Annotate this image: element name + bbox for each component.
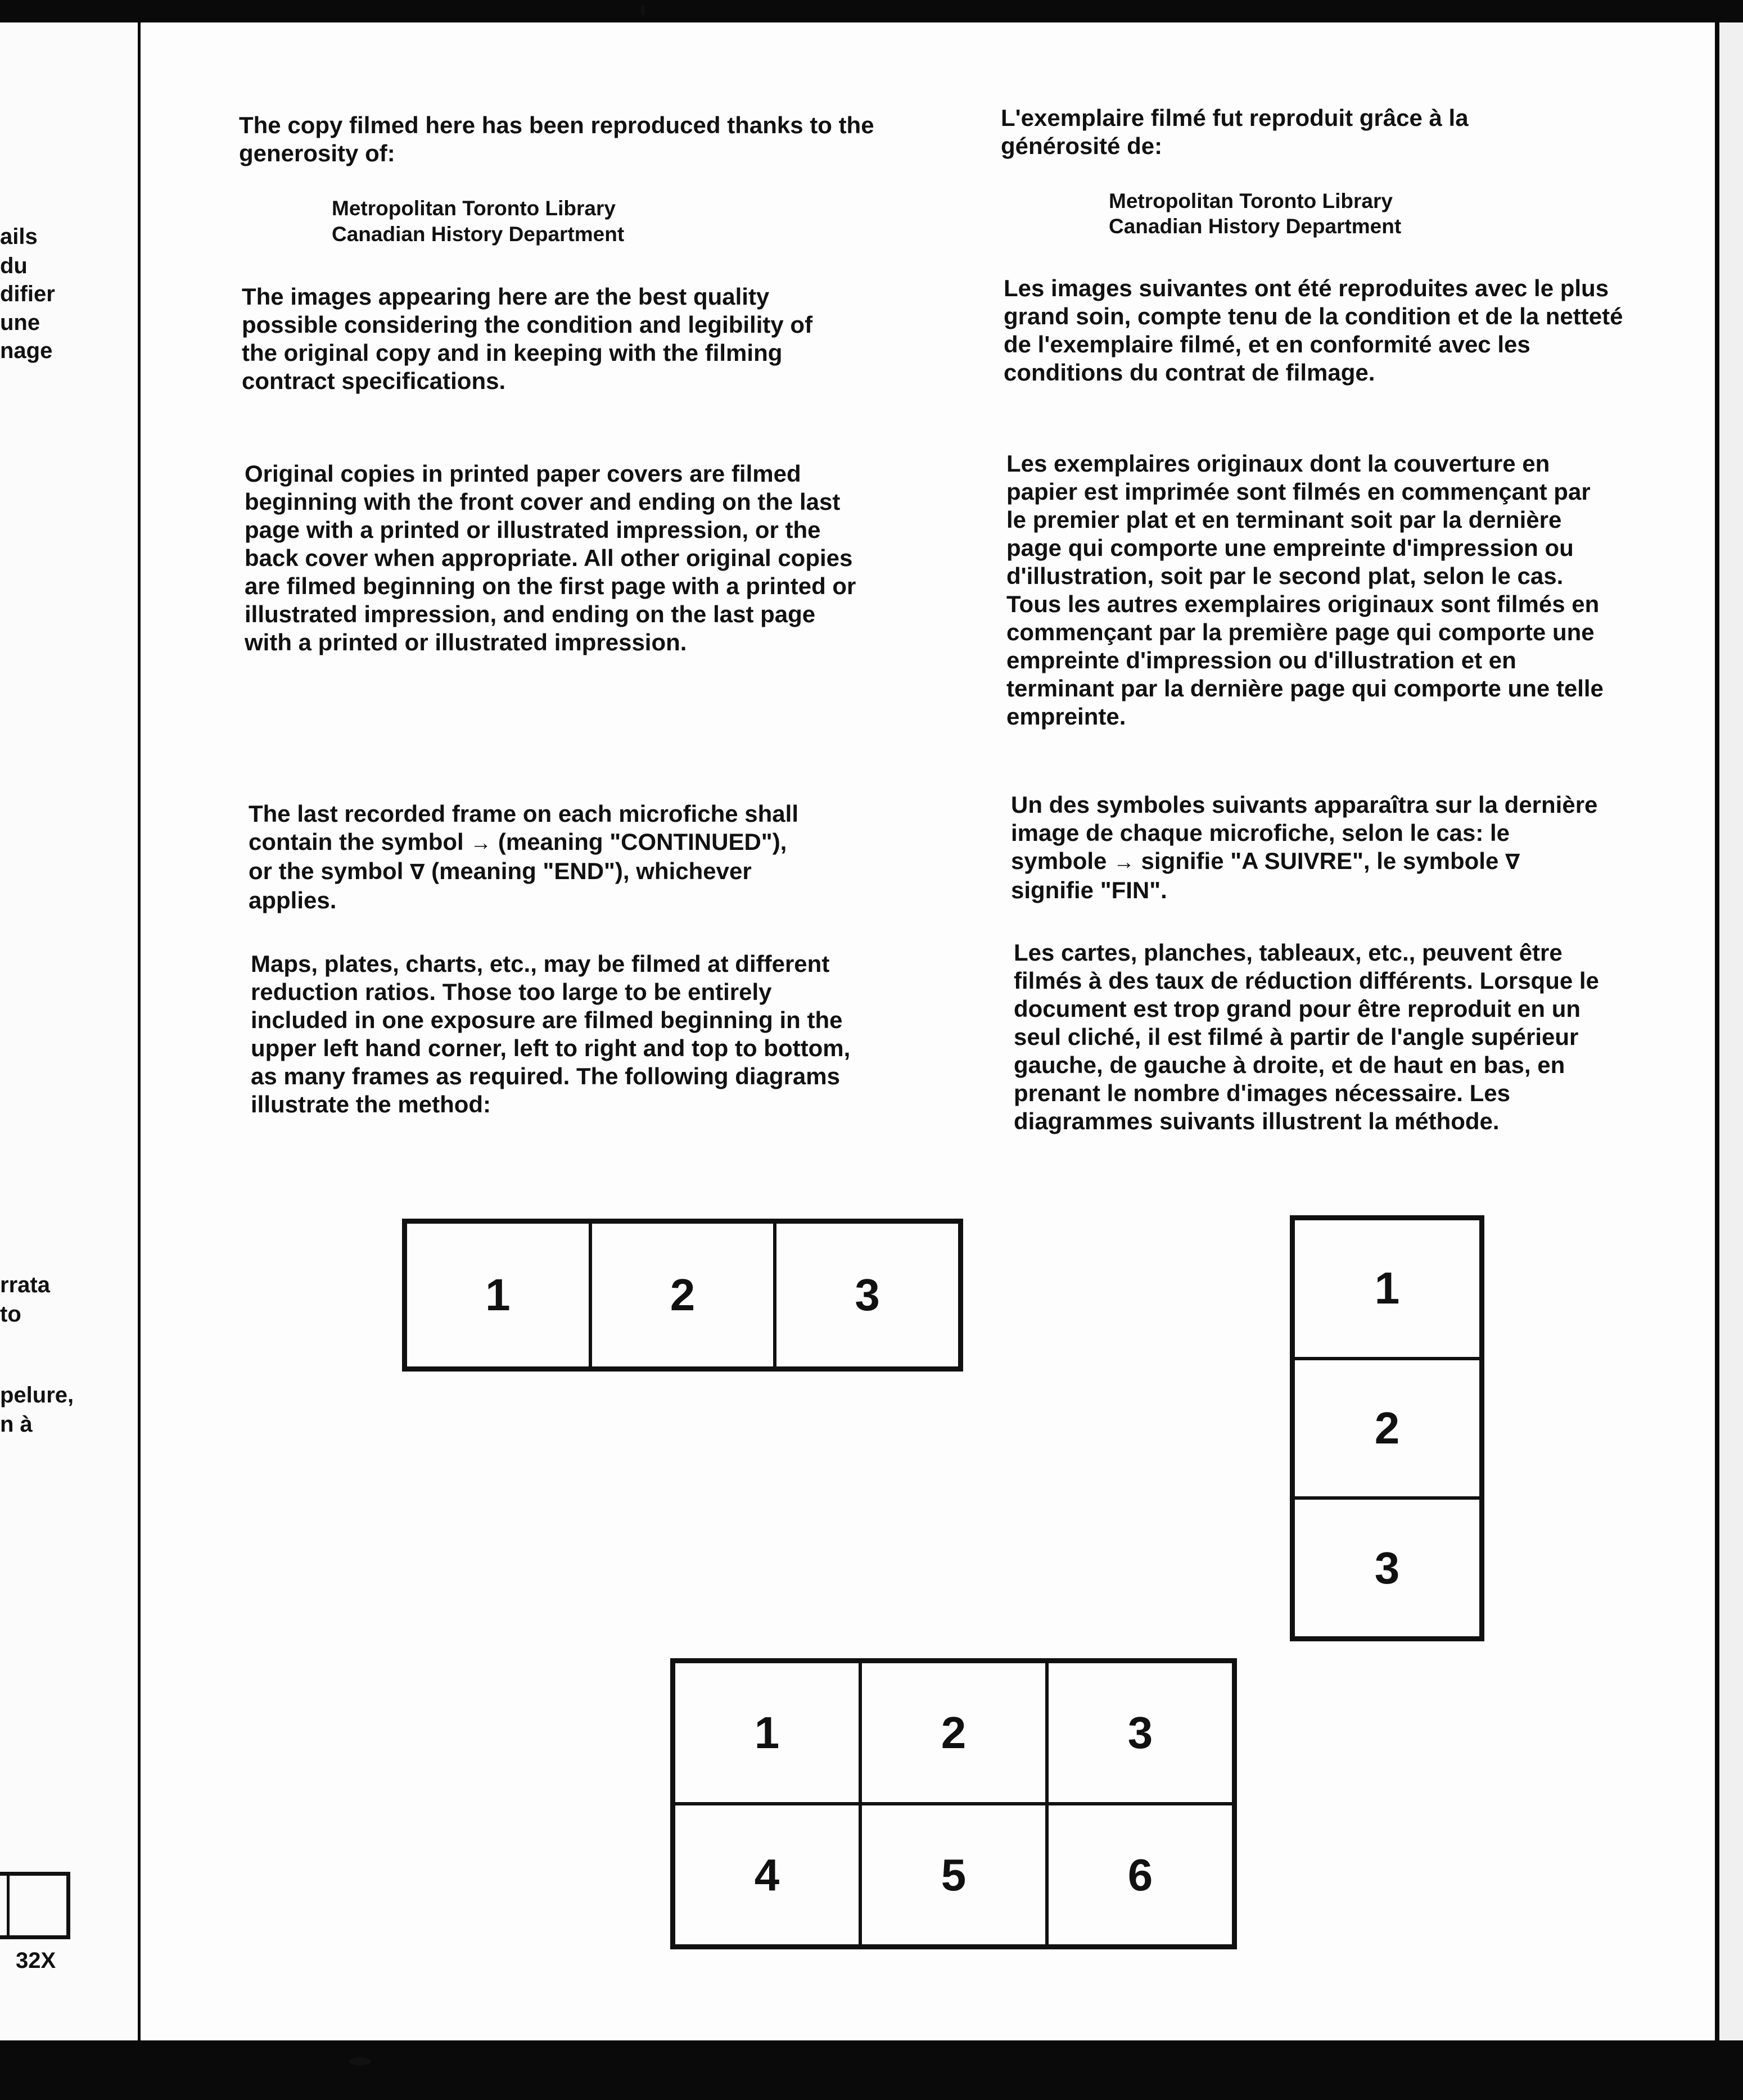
frame-cell: 3 [1047,1662,1234,1804]
english-intro: The copy filmed here has been reproduced thanks to the generosity of: [239,112,874,166]
frame-cell: 2 [860,1662,1047,1804]
french-symbols-paragraph [1011,791,1607,904]
fragment-line: rrata [0,1273,50,1297]
previous-page-fragment [0,22,138,2040]
horizontal-frame-diagram [402,1219,963,1372]
english-symbols-text-c: (meaning "END"), whichever applies. [249,858,752,913]
english-library-line1: Metropolitan Toronto Library [332,197,616,220]
resolution-target-box [0,1872,70,1939]
english-library-line2: Canadian History Department [332,223,625,246]
resolution-label: 32X [16,1948,56,1973]
fragment-line: to [0,1302,21,1327]
french-symbols-text-b: signifie "A SUIVRE", le symbole [1141,848,1499,874]
frame-cell: 1 [405,1222,590,1368]
end-triangle-icon: ∇ [1505,850,1520,874]
english-covers-paragraph: Original copies in printed paper covers are filmed beginning with the front cover and ending on the last page with a printed or illustrated impression, or the back cover when appropriate. All other original copies are filmed beginning on the first page with a printed or illustrated impression, and ending on the last page with a printed or illustrated impression. [245,460,856,655]
frame-cell: 1 [674,1662,860,1804]
grid-frame-diagram [670,1658,1237,1949]
fragment-line: n à [0,1412,33,1437]
frame-cell: 3 [1293,1498,1481,1638]
fragment-line: du [0,254,28,278]
frame-cell: 5 [860,1804,1047,1946]
french-covers-paragraph: Les exemplaires originaux dont la couverture en papier est imprimée sont filmés en commençant par le premier plat et en terminant soit par la dernière page qui comporte une empreinte d'impression ou d'illustration, soit par le second plat, selon le cas. Tous les autres exemplaires originaux sont filmés en commençant par la première page qui comporte une empreinte d'impression ou d'illustration et en terminant par la dernière page qui comporte une telle empreinte. [1006,450,1604,730]
english-maps-paragraph: Maps, plates, charts, etc., may be filmed at different reduction ratios. Those too large to be entirely included in one exposure are filmed beginning in the upper left hand corner, left to right and top to bottom, as many frames as required. The following diagrams illustrate the method: [251,951,851,1117]
end-triangle-icon: ∇ [410,861,425,884]
scan-speck [349,2057,371,2065]
continued-arrow-icon: → [470,831,492,855]
french-symbols-text-a: Un des symboles suivants apparaîtra sur la dernière image de chaque microfiche, selon le cas: le symbole [1011,791,1598,874]
page-edge [1719,22,1743,2040]
english-quality-paragraph: The images appearing here are the best quality possible considering the condition and legibility of the original copy and in keeping with the filming contract specifications. [242,283,813,394]
french-library-line2: Canadian History Department [1109,215,1402,238]
continued-arrow-icon: → [1113,850,1135,874]
english-symbols-text-b: (meaning "CONTINUED"), or the symbol [249,829,787,884]
frame-cell: 2 [1293,1359,1481,1499]
fragment-line: difier [0,282,55,306]
fragment-line: une [0,310,40,335]
scan-speck [641,4,644,16]
frame-cell: 4 [674,1804,860,1946]
french-intro: L'exemplaire filmé fut reproduit grâce à la générosité de: [1001,105,1469,159]
fragment-line: nage [0,338,53,363]
frame-cell: 3 [775,1222,960,1368]
vertical-frame-diagram [1290,1215,1484,1641]
french-maps-paragraph: Les cartes, planches, tableaux, etc., peuvent être filmés à des taux de réduction différents. Lorsque le document est trop grand pour être reproduit en un seul cliché, il est filmé à partir de l'angle supérieur gauche, de gauche à droite, et de haut en bas, en prenant le nombre d'images nécessaire. Les diagrammes suivants illustrent la méthode. [1014,939,1599,1134]
fragment-line: ails [0,224,38,249]
french-symbols-text-c: signifie "FIN". [1011,877,1167,903]
english-symbols-text-a: The last recorded frame on each microfiche shall contain the symbol [249,800,798,855]
french-library-line1: Metropolitan Toronto Library [1109,189,1393,212]
frame-cell: 6 [1047,1804,1234,1946]
fragment-line: pelure, [0,1383,74,1407]
french-quality-paragraph: Les images suivantes ont été reproduites avec le plus grand soin, compte tenu de la condition et de la netteté de l'exemplaire filmé, et en conformité avec les conditions du contrat de filmage. [1004,275,1623,386]
frame-cell: 2 [590,1222,775,1368]
english-symbols-paragraph [249,800,811,915]
frame-cell: 1 [1293,1219,1481,1359]
